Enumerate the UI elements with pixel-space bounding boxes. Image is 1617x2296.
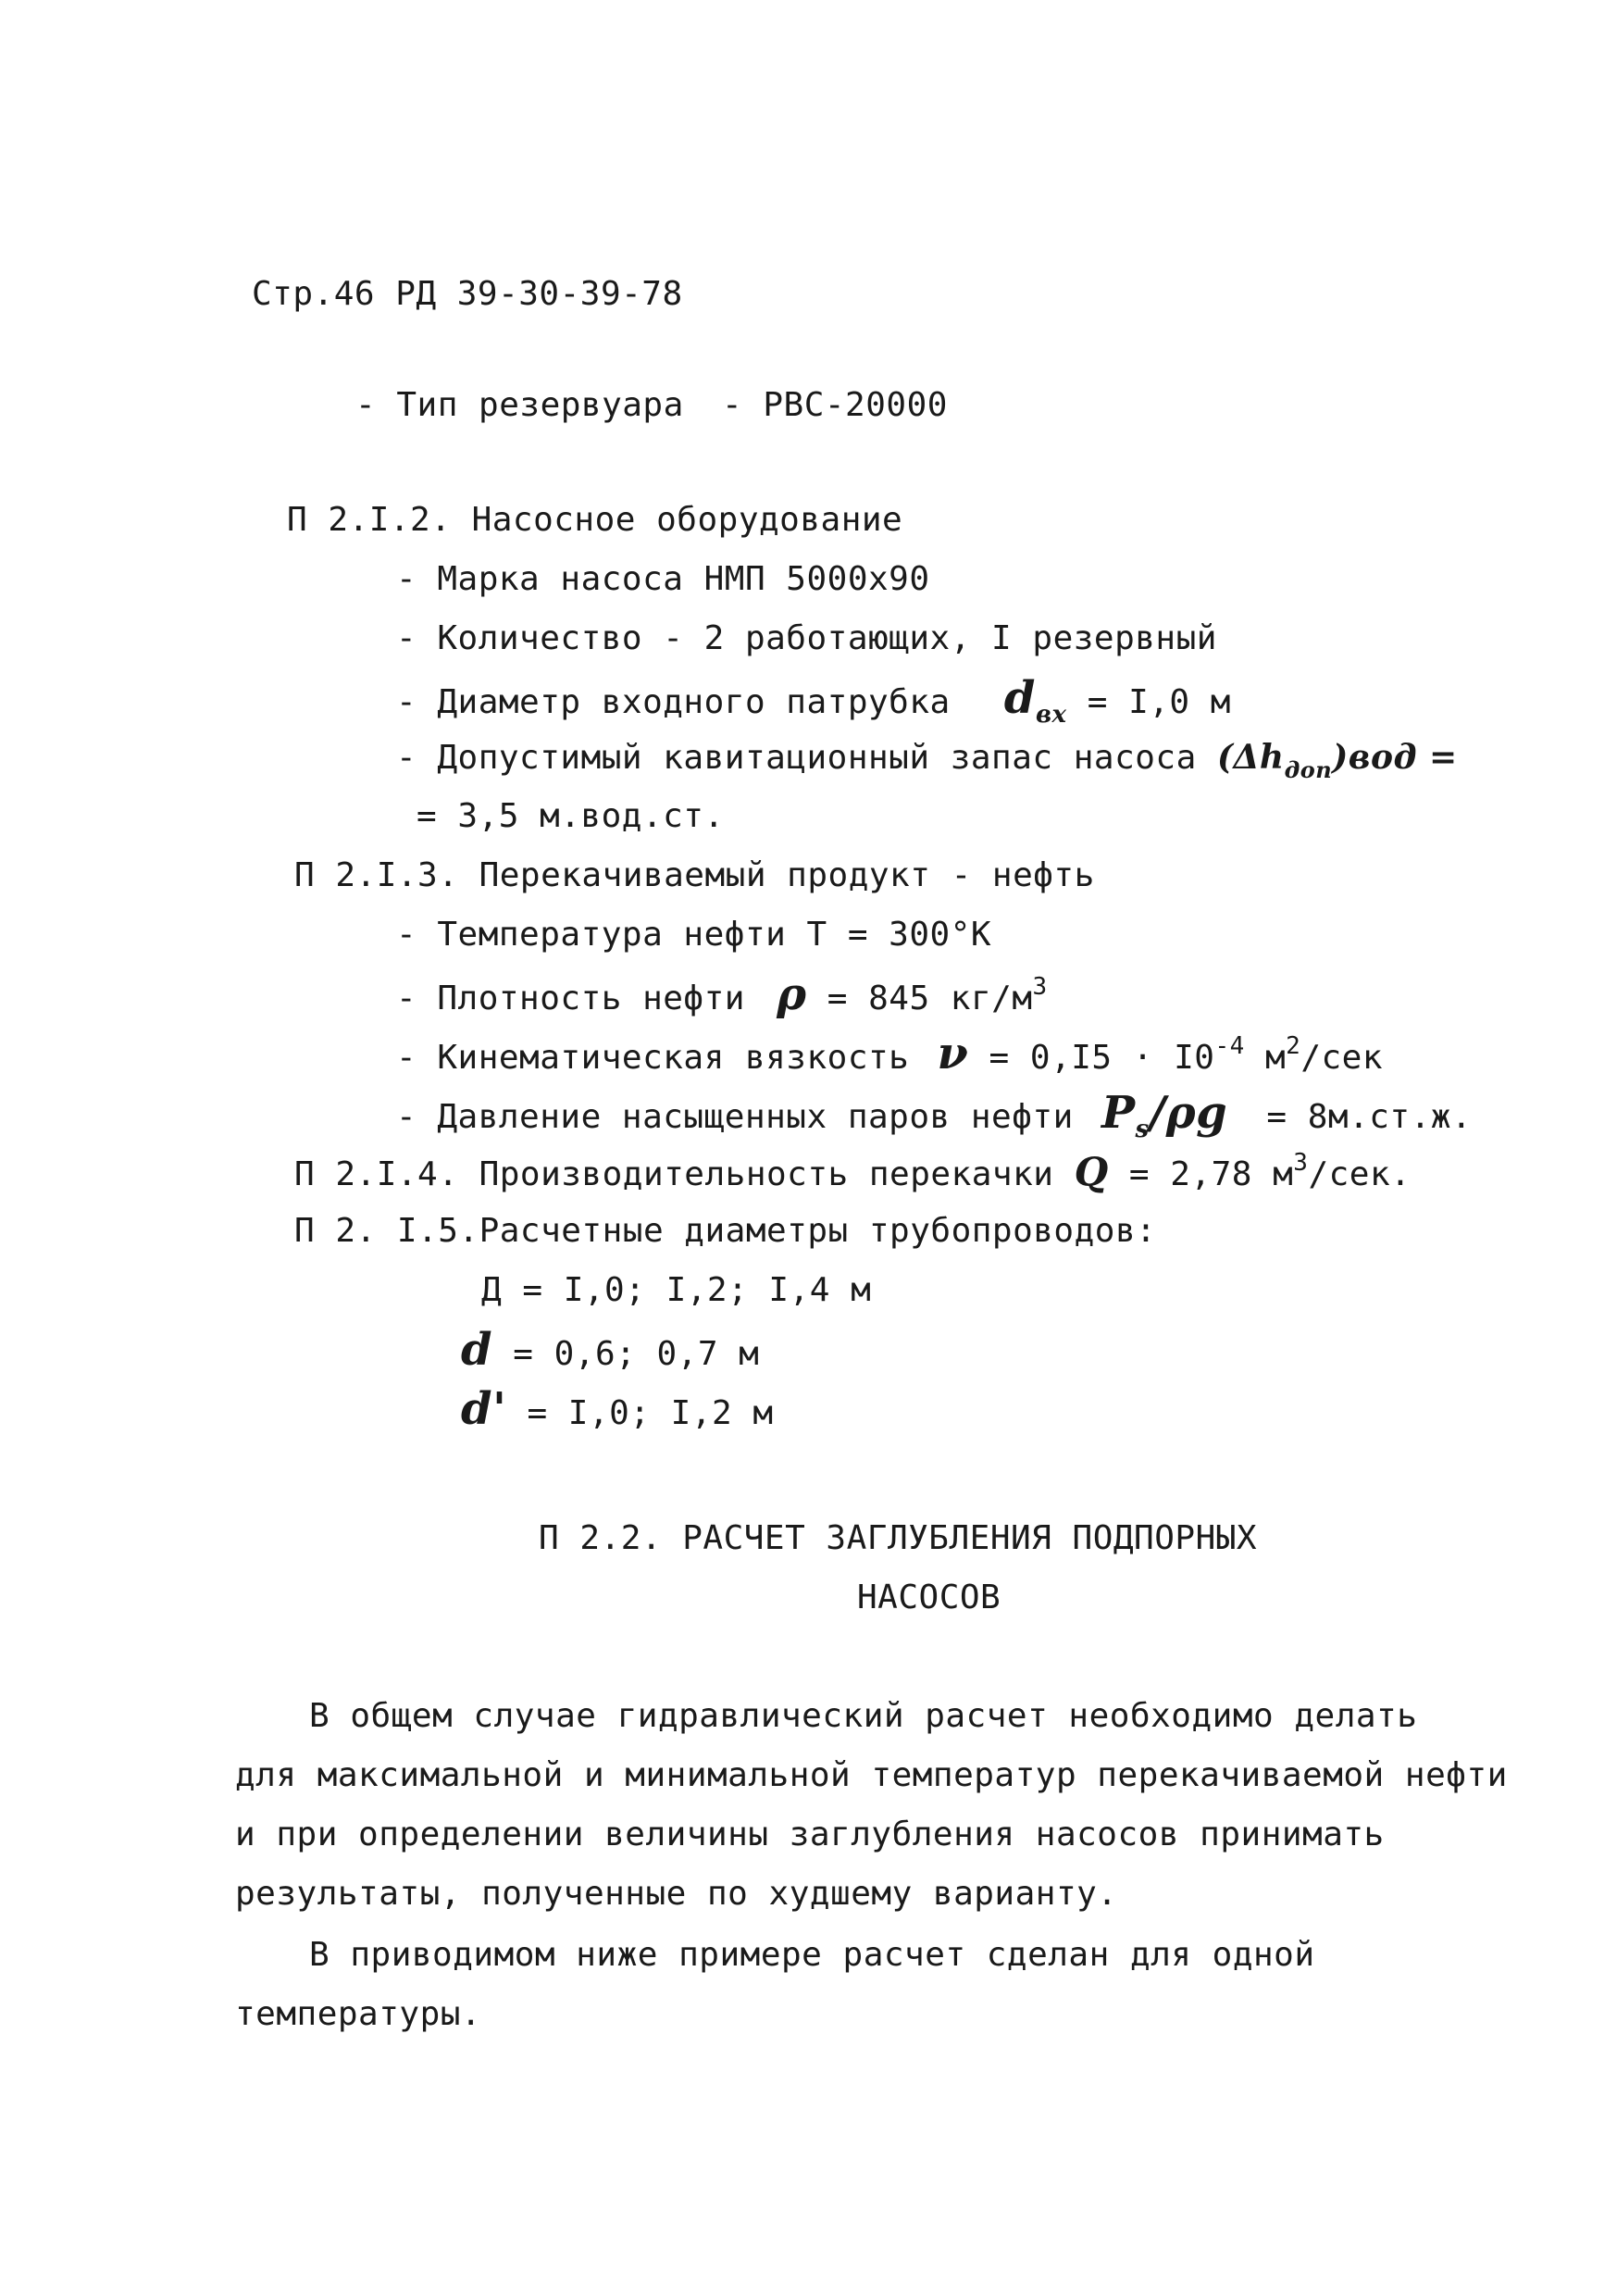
diameter-d-line — [461, 1324, 760, 1376]
viscosity-unit-end: /сек — [1300, 1039, 1384, 1077]
section-2-2-heading-line2: НАСОСОВ — [857, 1578, 1001, 1616]
cavitation-text: - Допустимый кавитационный запас насоса — [396, 739, 1197, 777]
flow-rate-symbol: Q — [1074, 1149, 1109, 1194]
diameter-d-prime-line — [461, 1383, 774, 1435]
inlet-diameter-line — [396, 672, 1231, 729]
inlet-diameter-subscript: вх — [1035, 701, 1067, 729]
diameter-D-line: Д = I,0; I,2; I,4 м — [481, 1271, 872, 1309]
paragraph-2-line-2: температуры. — [235, 1995, 482, 2033]
tank-type-label: - Тип резервуара — [355, 386, 684, 424]
density-exponent: 3 — [1032, 973, 1048, 1001]
diameter-d-prime-symbol: d' — [461, 1383, 507, 1435]
diameter-d-prime-value: = I,0; I,2 м — [527, 1394, 774, 1432]
paragraph-1-line-2: для максимальной и минимальной температур перекачиваемой нефти — [235, 1756, 1508, 1794]
paragraph-1-line-1: В общем случае гидравлический расчет необходимо делать — [309, 1697, 1418, 1735]
inlet-diameter-symbol: d — [1003, 672, 1036, 724]
density-symbol: ρ — [777, 968, 807, 1020]
viscosity-symbol: ν — [937, 1028, 969, 1079]
viscosity-line — [396, 1028, 1384, 1081]
pump-brand-line: - Марка насоса НМП 5000х90 — [396, 560, 930, 598]
flow-rate-unit: /сек. — [1308, 1155, 1412, 1193]
viscosity-unit: м — [1264, 1039, 1287, 1077]
flow-rate-exponent: 3 — [1293, 1149, 1309, 1177]
density-value: = 845 кг/м — [827, 980, 1033, 1017]
viscosity-text: - Кинематическая вязкость — [396, 1039, 910, 1077]
tank-type-value: - РВС-20000 — [722, 386, 948, 424]
inlet-diameter-text: - Диаметр входного патрубка — [396, 683, 951, 721]
vapor-pressure-symbol: P — [1101, 1087, 1136, 1139]
diameter-d-value: = 0,6; 0,7 м — [513, 1335, 760, 1373]
paragraph-1-line-4: результаты, полученные по худшему варианту. — [235, 1875, 1118, 1913]
section-2-1-2-title: П 2.I.2. Насосное оборудование — [287, 501, 903, 539]
section-2-1-3-title: П 2.I.3. Перекачиваемый продукт - нефть — [294, 856, 1095, 894]
cavitation-symbol: (Δh — [1216, 738, 1285, 777]
vapor-pressure-subscript: s — [1135, 1116, 1150, 1143]
section-2-1-5-title: П 2. I.5.Расчетные диаметры трубопроводов: — [294, 1212, 1157, 1250]
page-header: Стр.46 РД 39-30-39-78 — [252, 275, 683, 313]
pump-count-line: - Количество - 2 работающих, I резервный — [396, 619, 1217, 657]
paragraph-2-line-1: В приводимом ниже примере расчет сделан для одной — [309, 1936, 1315, 1974]
density-text: - Плотность нефти — [396, 980, 745, 1017]
paragraph-1-line-3: и при определении величины заглубления насосов принимать — [235, 1816, 1385, 1853]
cavitation-value: = 3,5 м.вод.ст. — [417, 797, 725, 835]
section-2-1-4-text: П 2.I.4. Производительность перекачки — [294, 1155, 1054, 1193]
cavitation-subscript: доп — [1284, 756, 1333, 783]
density-line — [396, 968, 1048, 1022]
vapor-pressure-text: - Давление насыщенных паров нефти — [396, 1098, 1074, 1136]
inlet-diameter-value: = I,0 м — [1087, 683, 1231, 721]
vapor-pressure-value: = 8м.ст.ж. — [1266, 1098, 1473, 1136]
cavitation-line — [396, 737, 1458, 781]
section-2-2-heading-line1: П 2.2. РАСЧЕТ ЗАГЛУБЛЕНИЯ ПОДПОРНЫХ — [539, 1519, 1258, 1557]
viscosity-value: = 0,I5 · I0 — [989, 1039, 1215, 1077]
cavitation-symbol-end: )вод = — [1332, 738, 1458, 777]
viscosity-exponent: -4 — [1214, 1032, 1245, 1060]
vapor-pressure-line — [396, 1087, 1473, 1143]
viscosity-unit-exponent: 2 — [1286, 1032, 1301, 1060]
flow-rate-value: = 2,78 м — [1128, 1155, 1294, 1193]
diameter-d-symbol: d — [461, 1324, 493, 1376]
temperature-line: - Температура нефти Т = 300°К — [396, 916, 992, 954]
vapor-pressure-symbol-end: /ρg — [1149, 1087, 1228, 1139]
section-2-1-4-line — [294, 1149, 1412, 1198]
